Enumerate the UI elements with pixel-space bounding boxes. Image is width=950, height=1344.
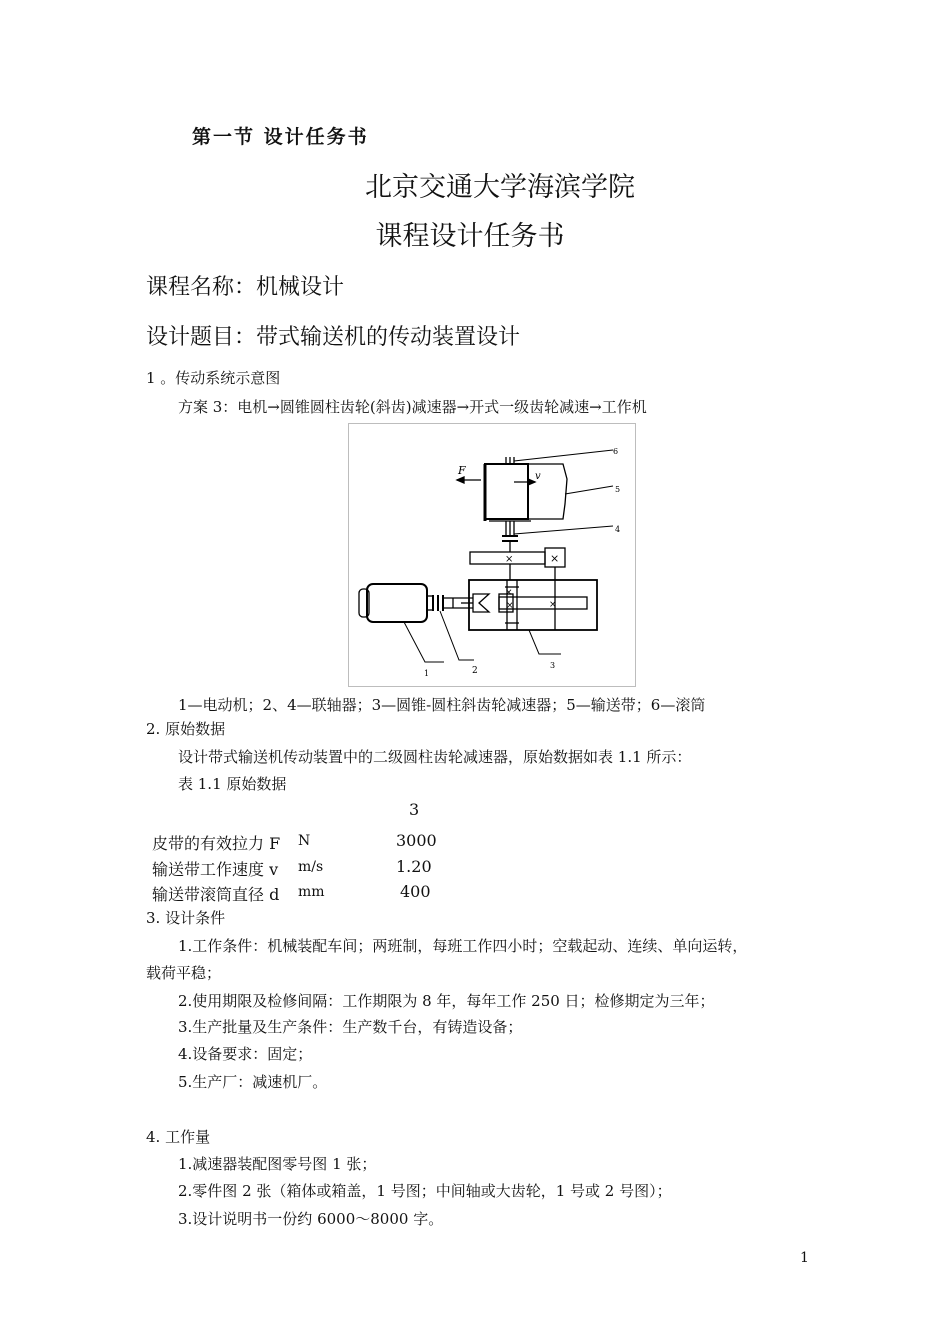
- callout-3: 3: [550, 661, 556, 670]
- transmission-diagram: [348, 423, 636, 687]
- table-row-value: 3000: [396, 831, 437, 850]
- table-row-label: 皮带的有效拉力 F: [152, 834, 281, 853]
- section-2-heading: 2. 原始数据: [146, 720, 226, 738]
- condition-1-line1: 1.工作条件：机械装配车间；两班制，每班工作四小时；空载起动、连续、单向运转，: [178, 937, 748, 955]
- section-3-heading: 3. 设计条件: [146, 909, 226, 927]
- table-row-label: 输送带滚筒直径 d: [152, 885, 280, 904]
- diagram-legend: 1—电动机；2、4—联轴器；3—圆锥-圆柱斜齿轮减速器；5—输送带；6—滚筒: [178, 696, 706, 714]
- condition-1-line2: 载荷平稳；: [146, 964, 222, 982]
- callout-6: 6: [613, 447, 619, 456]
- condition-5: 5.生产厂：减速机厂。: [178, 1073, 328, 1091]
- condition-3: 3.生产批量及生产条件：生产数千台，有铸造设备；: [178, 1018, 523, 1036]
- condition-2: 2.使用期限及检修间隔：工作期限为 8 年，每年工作 250 日；检修期定为三年；: [178, 992, 715, 1010]
- table-caption: 表 1.1 原始数据: [178, 775, 287, 793]
- callout-1: 1: [424, 669, 430, 678]
- svg-text:×: ×: [549, 600, 557, 610]
- scheme-text: 方案 3：电机→圆锥圆柱齿轮(斜齿)减速器→开式一级齿轮减速→工作机: [178, 398, 647, 416]
- condition-4: 4.设备要求：固定；: [178, 1045, 313, 1063]
- section-1-heading: 1 。传动系统示意图: [146, 369, 281, 387]
- callout-2: 2: [472, 666, 478, 676]
- workload-1: 1.减速器装配图零号图 1 张；: [178, 1155, 377, 1173]
- table-row-unit: N: [298, 833, 311, 849]
- callout-5: 5: [615, 485, 621, 494]
- callout-4: 4: [615, 525, 621, 534]
- svg-text:×: ×: [505, 554, 514, 565]
- page-number: 1: [800, 1250, 809, 1266]
- course-name: 课程名称：机械设计: [146, 275, 345, 300]
- school-title: 北京交通大学海滨学院: [365, 172, 635, 203]
- table-row-unit: m/s: [298, 859, 324, 875]
- section-2-intro: 设计带式输送机传动装置中的二级圆柱齿轮减速器，原始数据如表 1.1 所示：: [178, 748, 692, 766]
- workload-3: 3.设计说明书一份约 6000～8000 字。: [178, 1210, 444, 1228]
- table-row-unit: mm: [298, 884, 325, 900]
- section-4-heading: 4. 工作量: [146, 1128, 211, 1146]
- section-heading: 第一节 设计任务书: [192, 126, 369, 148]
- svg-text:×: ×: [506, 601, 514, 611]
- table-row-label: 输送带工作速度 v: [152, 860, 279, 879]
- drum-shape: [485, 457, 567, 536]
- table-row-value: 1.20: [396, 857, 432, 876]
- svg-text:×: ×: [550, 552, 560, 565]
- table-row-value: 400: [400, 882, 431, 901]
- document-title: 课程设计任务书: [375, 221, 565, 252]
- force-label: F: [458, 464, 466, 477]
- design-topic: 设计题目：带式输送机的传动装置设计: [146, 325, 521, 350]
- velocity-label: v: [535, 471, 541, 482]
- table-column-header: 3: [409, 800, 420, 819]
- workload-2: 2.零件图 2 张（箱体或箱盖，1 号图；中间轴或大齿轮，1 号或 2 号图）；: [178, 1182, 672, 1200]
- svg-text:×: ×: [505, 588, 513, 598]
